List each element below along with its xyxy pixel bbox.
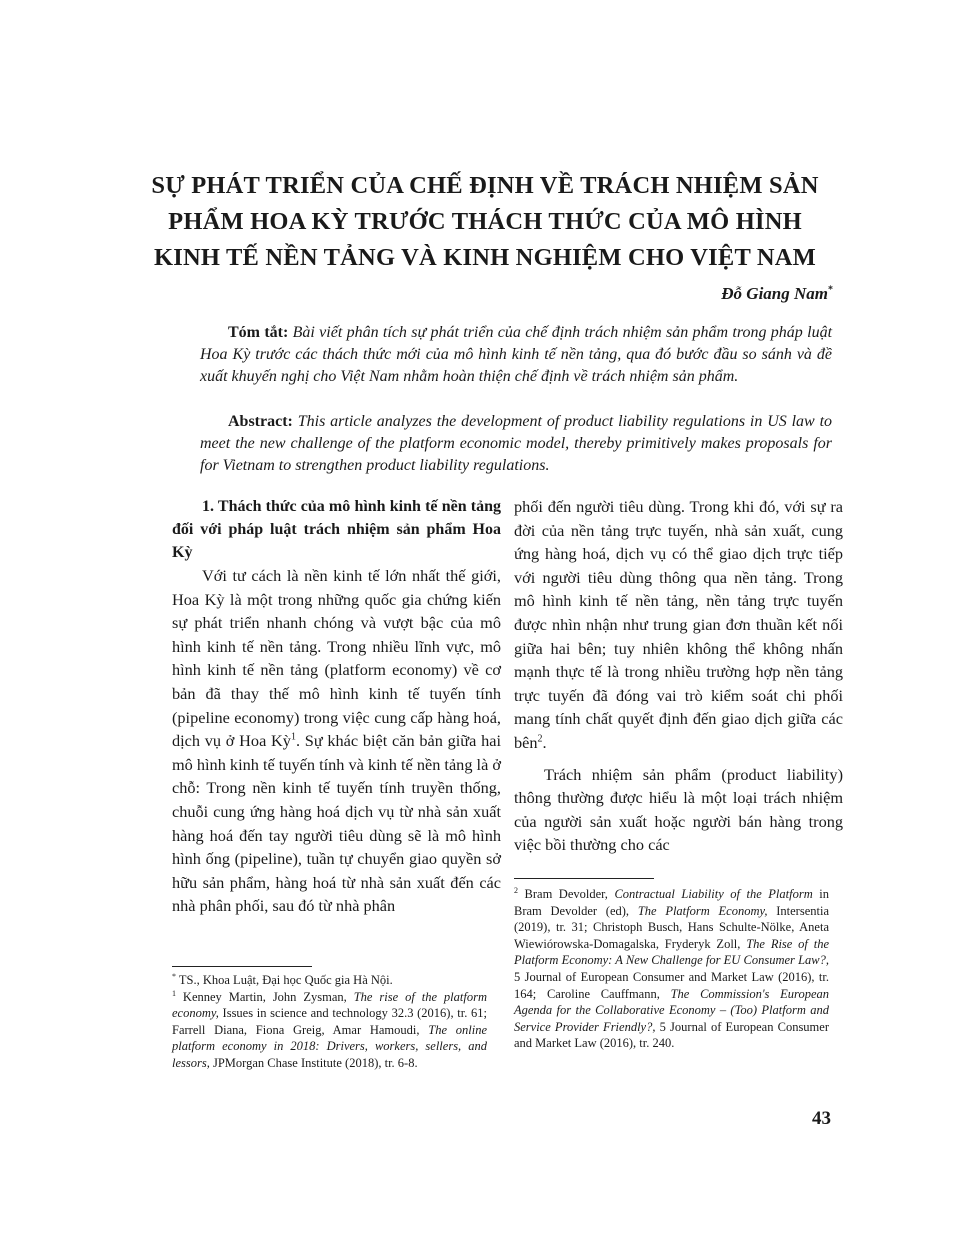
abstract-en-text: This article analyzes the development of product liability regulations in US law to meet the new challenge of the platform economic model, thereby primitively makes proposals for for Vietnam to strengthen product liability regulations. [200, 413, 833, 474]
right-p1-text-b: . [542, 732, 547, 752]
footnote-separator-left [172, 966, 312, 967]
footnote-2-title-b: The Platform Economy, [637, 903, 768, 918]
footnote-1-title-b: The online platform economy in 2018: Drivers, workers, sellers, and lessors, [172, 1022, 487, 1070]
abstract-vi-text: Bài viết phân tích sự phát triển của chế định trách nhiệm sản phẩm trong pháp luật Hoa Kỳ trước các thách thức mới của mô hình kinh tế nền tảng, qua đó bước đầu so sánh và đề xuất khuyến nghị cho Việt Nam nhằm hoàn thiện chế định về trách nhiệm sản phẩm. [200, 324, 833, 385]
left-column [172, 495, 501, 918]
title-line-2: PHẨM HOA KỲ TRƯỚC THÁCH THỨC CỦA MÔ HÌNH [168, 208, 802, 235]
footnote-2 [514, 886, 829, 1052]
footnote-2-title-d: The Commission's European Agenda for the Collaborative Economy – (Too) Platform and Service Provider Friendly?, [514, 986, 829, 1034]
footnote-2-title-c: The Rise of the Platform Economy: A New Challenge for EU Consumer Law?, [514, 936, 829, 968]
right-column [514, 495, 843, 857]
abstract-vietnamese [200, 322, 832, 388]
footnote-star-mark: * [172, 971, 176, 981]
author-name: Đỗ Giang Nam [721, 284, 828, 303]
section-heading: 1. Thách thức của mô hình kinh tế nền tảng đối với pháp luật trách nhiệm sản phẩm Hoa Kỳ [172, 498, 501, 561]
left-p1-text-b: . Sự khác biệt căn bản giữa hai mô hình kinh tế tuyến tính và kinh tế nền tảng là ở chỗ: Trong nền kinh tế tuyến tính truyền thống, chuỗi cung ứng hàng hoá dịch vụ từ nhà sản xuất hàng hoá đến tay người tiêu dùng sẽ là mô hình hình ống (pipeline), tuần tự chuyển giao quyền sở hữu sản phẩm, hàng hoá từ nhà sản xuất đến các nhà phân phối, sau đó từ nhà phân [172, 731, 502, 916]
footnote-2-part-a: Bram Devolder, [518, 887, 615, 901]
footnotes-right [514, 886, 829, 1052]
footnote-1-title-a: The rise of the platform economy, [172, 989, 487, 1021]
article-title [140, 168, 830, 276]
page-number: 43 [812, 1108, 831, 1129]
right-paragraph-2: Trách nhiệm sản phẩm (product liability) thông thường được hiểu là một loại trách nhiệm của người sản xuất hoặc người bán hàng trong việc bồi thường cho các [514, 764, 843, 855]
footnote-author [172, 972, 487, 989]
footnote-2-part-g: 5 Journal of European Consumer and Market Law (2016), tr. 164; Caroline Cauffmann, [514, 969, 829, 1001]
footnote-1-source-b: JPMorgan Chase Institute (2018), tr. 6-8. [209, 1055, 418, 1070]
footnote-2-part-i: 5 Journal of European Consumer and Market Law (2016), tr. 240. [514, 1019, 829, 1051]
footnote-2-title-a: Contractual Liability of the Platform [614, 887, 813, 901]
title-line-1: SỰ PHÁT TRIỂN CỦA CHẾ ĐỊNH VỀ TRÁCH NHIỆM SẢN [151, 172, 819, 199]
abstract-vi-label: Tóm tắt: [228, 324, 289, 341]
footnote-1-mark: 1 [172, 988, 176, 998]
left-paragraph-1 [172, 564, 501, 918]
footnote-1 [172, 989, 487, 1072]
footnote-ref-1[interactable]: 1 [290, 731, 296, 743]
title-line-3: KINH TẾ NỀN TẢNG VÀ KINH NGHIỆM CHO VIỆT NAM [153, 244, 816, 271]
footnotes-left [172, 972, 487, 1072]
left-p1-text-a: Với tư cách là nền kinh tế lớn nhất thế giới, Hoa Kỳ là một trong những quốc gia chứng kiến sự phát triển nhanh chóng và vượt bậc của mô hình kinh tế nền tảng. Trong nhiều lĩnh vực, mô hình kinh tế nền tảng (platform economy) về cơ bản đã thay thế mô hình kinh tế tuyến tính (pipeline economy) trong việc cung cấp hàng hoá, dịch vụ ở Hoa Kỳ [172, 566, 501, 751]
right-p1-text-a: phối đến người tiêu dùng. Trong khi đó, với sự ra đời của nền tảng trực tuyến, nhà sản xuất, cung ứng hàng hoá, dịch vụ có thể giao dịch trực tiếp với người tiêu dùng thông qua nền tảng. Trong mô hình kinh tế nền tảng, nền tảng trực tuyến được nhìn nhận như trung gian đơn thuần kết nối giữa hai bên; tuy nhiên không thể không nhấn mạnh thực tế là trong nhiều trường hợp nền tảng trực tuyến đã đóng vai trò kiểm soát chi phối mang tính chất quyết định đến giao dịch giữa các bên [514, 497, 843, 752]
footnote-2-part-c: in Bram Devolder (ed), [514, 887, 829, 918]
footnote-1-authors: Kenney Martin, John Zysman, [176, 989, 354, 1004]
author-byline [721, 284, 833, 304]
footnote-separator-right [514, 878, 654, 879]
footnote-1-source-a: Issues in science and technology 32.3 (2016), tr. 61; Farrell Diana, Fiona Greig, Amar Hamoudi, [172, 1006, 487, 1037]
footnote-author-text: TS., Khoa Luật, Đại học Quốc gia Hà Nội. [176, 973, 393, 987]
right-paragraph-1 [514, 495, 843, 755]
footnote-2-part-e: Intersentia (2019), tr. 31; Christoph Busch, Hans Schulte-Nölke, Aneta Wiewiórowska-Domagalska, Fryderyk Zoll, [514, 903, 829, 951]
footnote-2-mark: 2 [514, 885, 518, 895]
abstract-en-label: Abstract: [228, 413, 293, 430]
abstract-english [200, 411, 832, 477]
footnote-ref-2[interactable]: 2 [537, 733, 543, 745]
author-footnote-mark: * [828, 284, 833, 296]
